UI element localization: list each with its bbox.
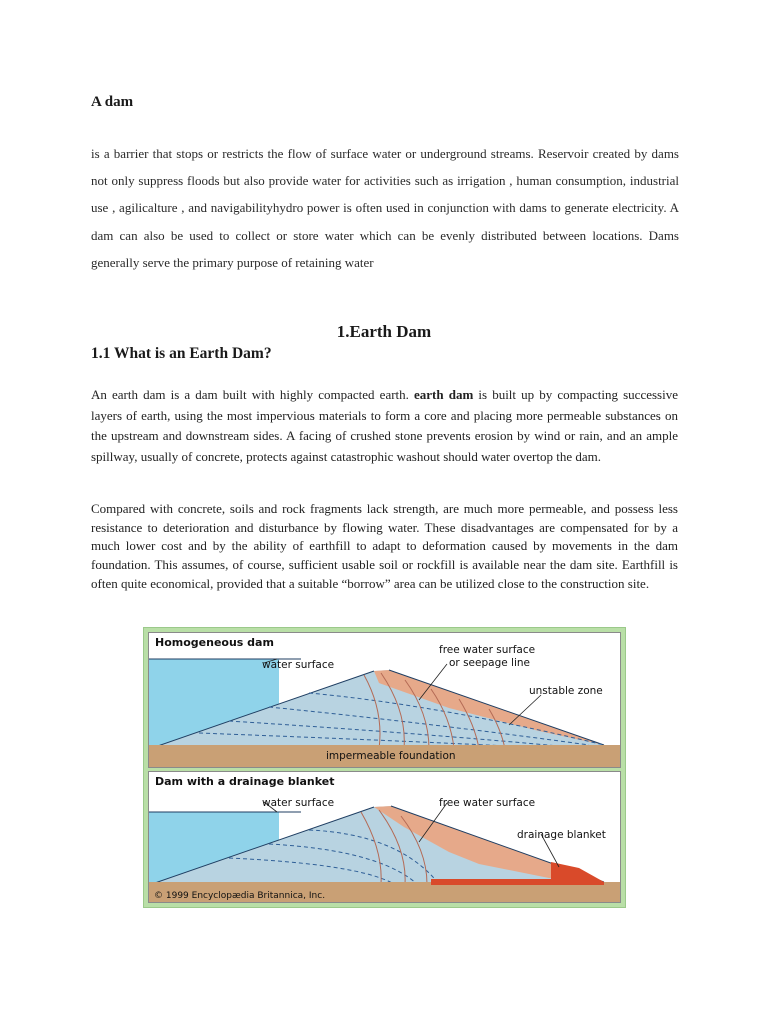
para1-text-end: is built up by compacting successive layers of earth, using the most impervious materials to form a core and placing more permeable substances on the upstream and downstream sides. A facing of crushed stone prevents erosion by wind or rain, and an ample spillway, usually of concrete, protects against catastrophic washout should water overtop the dam.	[91, 387, 678, 464]
label-impermeable-foundation: impermeable foundation	[326, 750, 456, 762]
heading-a-dam: A dam	[91, 94, 134, 110]
label-seepage-line: or seepage line	[449, 657, 530, 669]
intro-paragraph: is a barrier that stops or restricts the flow of surface water or underground streams. Reservoir created by dams not only suppress floods but also provide water for activities such as irrigation , human consumption, industrial use , agilicalture , and navigabilityhydro power is often used in conjunction with dams to generate electricity. A dam can also be used to collect or store water which can be evenly distributed between locations. Dams generally serve the primary purpose of retaining water	[91, 146, 679, 270]
drainage-blanket-dam-diagram	[149, 772, 620, 902]
label-free-water-surface-bottom: free water surface	[439, 797, 536, 809]
bottom-panel-title: Dam with a drainage blanket	[155, 775, 335, 788]
label-free-water-surface-top: free water surface	[439, 644, 536, 656]
panel-homogeneous-dam	[148, 632, 621, 768]
para1-bold-term: earth dam	[414, 387, 474, 402]
homogeneous-dam-diagram	[149, 633, 620, 767]
label-water-surface-bottom: water surface	[262, 797, 335, 809]
subsection-title: 1.1 What is an Earth Dam?	[91, 345, 272, 362]
label-unstable-zone: unstable zone	[529, 685, 603, 697]
section-title: 1.Earth Dam	[336, 322, 432, 341]
dam-diagram-figure	[143, 627, 626, 908]
label-water-surface-top: water surface	[262, 659, 335, 671]
paragraph-comparison: Compared with concrete, soils and rock fragments lack strength, are much more permeable, and possess less resistance to deterioration and disturbance by flowing water. These disadvantages are compensated for by a much lower cost and by the ability of earthfill to adapt to deformation caused by movements in the dam foundation. This assumes, of course, sufficient usable soil or rockfill is available near the dam site. Earthfill is often quite economical, provided that a suitable “borrow” area can be utilized close to the construction site.	[91, 501, 678, 591]
drainage-blanket	[431, 879, 551, 885]
paragraph-earth-dam-definition	[91, 385, 678, 467]
label-drainage-blanket: drainage blanket	[517, 829, 606, 841]
para1-text-start: An earth dam is a dam built with highly compacted earth.	[91, 387, 415, 402]
panel-drainage-blanket-dam	[148, 771, 621, 903]
top-panel-title: Homogeneous dam	[155, 636, 274, 649]
copyright-notice: © 1999 Encyclopædia Britannica, Inc.	[154, 891, 326, 901]
drainage-toe	[551, 862, 604, 885]
